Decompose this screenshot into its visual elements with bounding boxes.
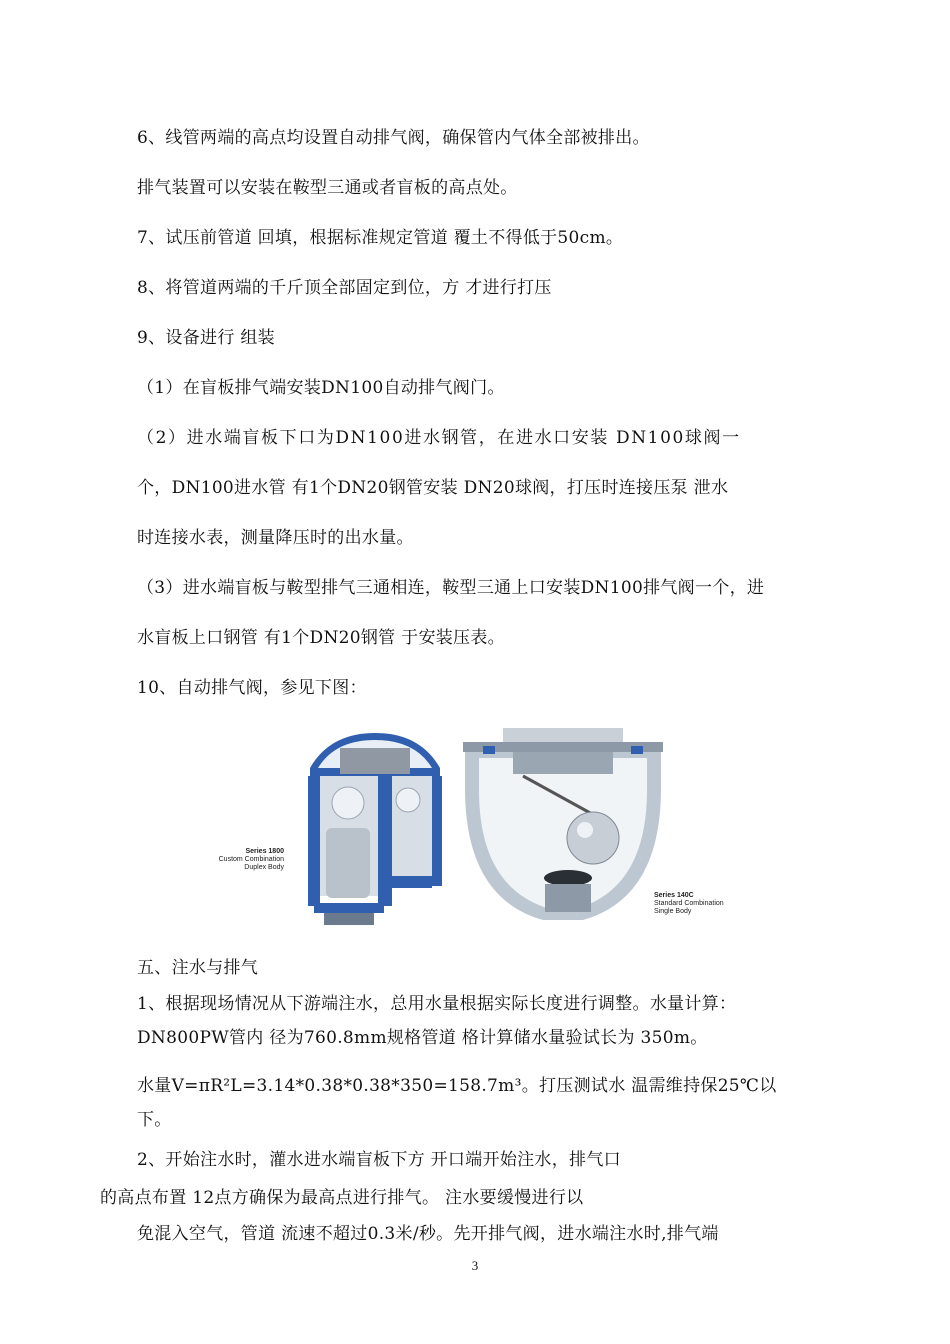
caption-right-series: Series 140C bbox=[654, 892, 694, 899]
paragraph-8: 8、将管道两端的千斤顶全部固定到位，方 才进行打压 bbox=[137, 278, 552, 298]
paragraph-9-3-line1: （3）进水端盲板与鞍型排气三通相连，鞍型三通上口安装DN100排气阀一个，进 bbox=[137, 578, 765, 598]
paragraph-5-1-line4: 下。 bbox=[137, 1110, 172, 1130]
paragraph-6: 6、线管两端的高点均设置自动排气阀，确保管内气体全部被排出。 bbox=[137, 128, 650, 148]
single-valve-illustration bbox=[463, 728, 663, 926]
caption-left-line2: Custom Combination bbox=[218, 856, 284, 863]
caption-right-line2: Standard Combination bbox=[654, 900, 724, 907]
paragraph-7: 7、试压前管道 回填，根据标准规定管道 覆土不得低于50cm。 bbox=[137, 228, 624, 248]
caption-left-series: Series 1800 bbox=[245, 848, 284, 855]
duplex-valve-illustration bbox=[300, 728, 450, 928]
paragraph-9-2-line1: （2）进水端盲板下口为DN100进水钢管，在进水口安装 DN100球阀一 bbox=[137, 428, 741, 448]
paragraph-9-2-line3: 时连接水表，测量降压时的出水量。 bbox=[137, 528, 414, 548]
paragraph-9-1: （1）在盲板排气端安装DN100自动排气阀门。 bbox=[137, 378, 505, 398]
caption-left bbox=[204, 848, 284, 872]
paragraph-10: 10、自动排气阀，参见下图： bbox=[137, 678, 367, 698]
paragraph-5-1-line3: 水量V=πR²L=3.14*0.38*0.38*350=158.7m³。打压测试水 温需维持保25℃以 bbox=[137, 1076, 777, 1096]
paragraph-5-1-line1: 1、根据现场情况从下游端注水，总用水量根据实际长度进行调整。水量计算： bbox=[137, 994, 737, 1014]
caption-right-line3: Single Body bbox=[654, 908, 692, 915]
air-valve-duplex-image bbox=[300, 728, 450, 928]
caption-left-line3: Duplex Body bbox=[244, 864, 284, 871]
paragraph-5-2-line1: 2、开始注水时，灌水进水端盲板下方 开口端开始注水，排气口 bbox=[137, 1150, 621, 1170]
paragraph-9-3-line2: 水盲板上口钢管 有1个DN20钢管 于安装压表。 bbox=[137, 628, 505, 648]
paragraph-5-2-line3: 免混入空气，管道 流速不超过0.3米/秒。先开排气阀，进水端注水时,排气端 bbox=[137, 1224, 719, 1244]
page-number: 3 bbox=[471, 1258, 479, 1273]
paragraph-5-2-line2: 的高点布置 12点方确保为最高点进行排气。 注水要缓慢进行以 bbox=[100, 1188, 584, 1208]
air-valve-single-image bbox=[463, 728, 663, 926]
paragraph-9-2-line2: 个，DN100进水管 有1个DN20钢管安装 DN20球阀，打压时连接压泵 泄水 bbox=[137, 478, 729, 498]
caption-right bbox=[654, 892, 754, 916]
paragraph-5-1-line2: DN800PW管内 径为760.8mm规格管道 格计算储水量验试长为 350m。 bbox=[137, 1028, 708, 1048]
section-5-heading: 五、注水与排气 bbox=[137, 958, 259, 978]
paragraph-9: 9、设备进行 组装 bbox=[137, 328, 275, 348]
paragraph-exhaust-device: 排气装置可以安装在鞍型三通或者盲板的高点处。 bbox=[137, 178, 518, 198]
